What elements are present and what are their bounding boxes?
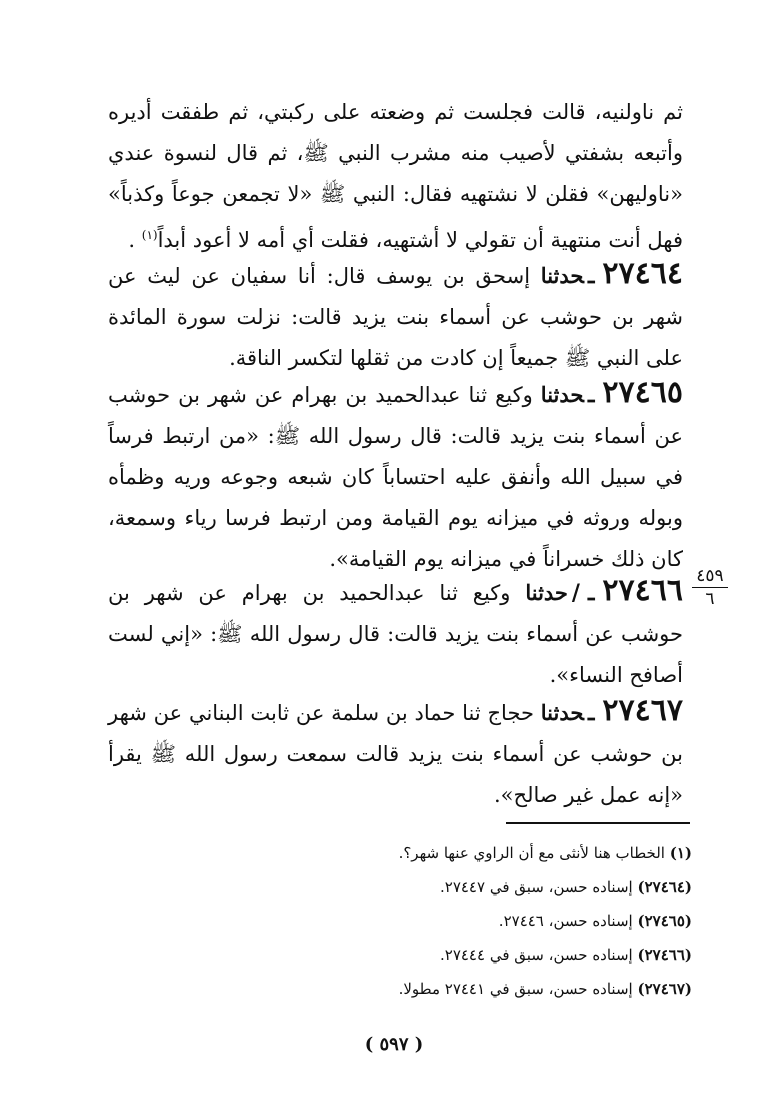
hadith-keyword: حدثنا <box>540 700 584 725</box>
footnote-separator-rule <box>506 822 690 824</box>
hadith-dash: ـ <box>587 700 595 726</box>
footnote-ref: (١) <box>669 844 692 862</box>
footnote-ref: (٢٧٤٦٧) <box>637 980 692 998</box>
paragraph-text: ثم ناولنيه، قالت فجلست ثم وضعته على ركبتي، ثم طفقت أديره وأتبعه بشفتي لأصيب منه مشرب النبي ﷺ، ثم قال لنسوة عندي «ناوليهن» فقلن لا نشتهيه فقال: النبي ﷺ «لا تجمعن جوعاً وكذباً» فهل أنت منتهية أن تقولي لا أشتهيه، فقلت أي أمه لا أعود أبداً <box>108 100 683 252</box>
hadith-continuation-paragraph <box>108 92 683 261</box>
hadith-27464 <box>108 253 683 379</box>
footnote-text: إسناده حسن، سبق في ٢٧٤٤٧. <box>439 878 633 896</box>
hadith-27465 <box>108 372 683 580</box>
hadith-number: ٢٧٤٦٦ <box>602 573 683 608</box>
footnote-ref: (٢٧٤٦٦) <box>637 946 692 964</box>
footnote-item <box>340 972 692 1006</box>
margin-reference-top: ٤٥٩ <box>696 566 724 586</box>
hadith-27467 <box>108 690 683 816</box>
hadith-dash: ـ <box>587 263 595 289</box>
footnote-ref: (٢٧٤٦٥) <box>637 912 692 930</box>
hadith-keyword: حدثنا <box>540 263 584 288</box>
footnote-item <box>340 904 692 938</box>
hadith-number: ٢٧٤٦٥ <box>602 375 683 410</box>
hadith-dash: ـ <box>587 382 595 408</box>
hadith-text: إسحق بن يوسف قال: أنا سفيان عن ليث عن شهر بن حوشب عن أسماء بنت يزيد قالت: نزلت سورة المائدة على النبي ﷺ جميعاً إن كادت من ثقلها لتكسر الناقة. <box>108 264 683 370</box>
footnote-item <box>340 836 692 870</box>
hadith-text: حجاج ثنا حماد بن سلمة عن ثابت البناني عن شهر بن حوشب عن أسماء بنت يزيد قالت سمعت رسول الله ﷺ يقرأ «إنه عمل غير صالح». <box>108 701 683 807</box>
margin-reference-divider <box>692 587 728 588</box>
hadith-text: وكيع ثنا عبدالحميد بن بهرام عن شهر بن حوشب عن أسماء بنت يزيد قالت: قال رسول الله ﷺ: «من ارتبط فرساً في سبيل الله وأنفق عليه احتساباً كان شبعه وجوعه وريه وظمأه وبوله وروثه في ميزانه يوم القيامة ومن ارتبط فرسا رياء وسمعة، كان ذلك خسراناً في ميزانه يوم القيامة». <box>108 383 683 571</box>
hadith-text: وكيع ثنا عبدالحميد بن بهرام عن شهر بن حوشب عن أسماء بنت يزيد قالت: قال رسول الله ﷺ: «إني لست أصافح النساء». <box>108 581 683 687</box>
hadith-dash: ـ <box>587 580 595 606</box>
hadith-keyword: حدثنا <box>540 382 584 407</box>
footnote-ref: (٢٧٤٦٤) <box>637 878 692 896</box>
footnote-item <box>340 870 692 904</box>
hadith-27466 <box>108 570 683 696</box>
footnote-marker: (١) <box>141 228 158 242</box>
footnotes-list <box>340 836 692 1006</box>
footnote-text: إسناده حسن، سبق في ٢٧٤٤١ مطولا. <box>398 980 633 998</box>
paragraph-tail: . <box>128 228 136 252</box>
hadith-number: ٢٧٤٦٧ <box>602 693 683 728</box>
footnote-item <box>340 938 692 972</box>
hadith-keyword: حدثنا <box>525 580 568 605</box>
hadith-separator: / <box>571 580 580 606</box>
hadith-number: ٢٧٤٦٤ <box>602 256 683 291</box>
page-number: ( ٥٩٧ ) <box>364 1034 424 1055</box>
margin-volume-reference <box>692 566 728 609</box>
footnote-text: إسناده حسن، ٢٧٤٤٦. <box>498 912 633 930</box>
footnote-text: إسناده حسن، سبق في ٢٧٤٤٤. <box>439 946 633 964</box>
margin-reference-bottom: ٦ <box>705 589 715 609</box>
footnote-text: الخطاب هنا لأنثى مع أن الراوي عنها شهر؟. <box>398 844 665 862</box>
